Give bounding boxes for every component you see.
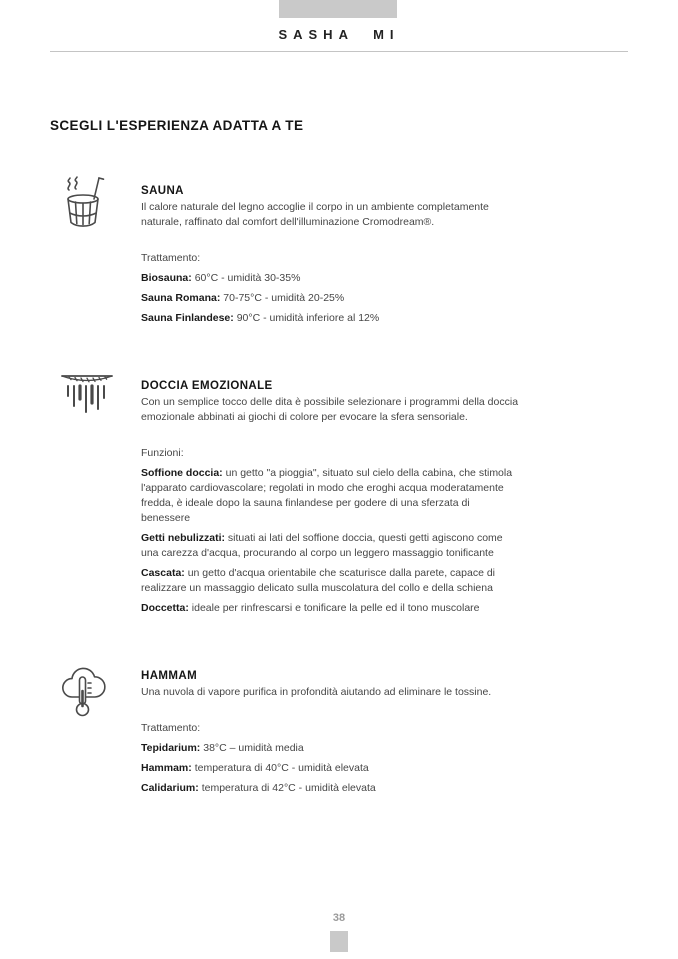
treatment-item xyxy=(141,741,519,756)
sauna-text xyxy=(141,185,519,326)
sauna-title: SAUNA xyxy=(141,185,184,197)
treatment-term: Sauna Romana: xyxy=(141,292,221,304)
sauna-list-label: Trattamento: xyxy=(141,252,201,264)
treatment-item xyxy=(141,311,519,326)
treatment-item xyxy=(141,291,519,306)
page-number: 38 xyxy=(332,912,346,924)
hammam-icon-column xyxy=(50,661,141,796)
treatment-desc: 70-75°C - umidità 20-25% xyxy=(223,292,345,304)
function-term: Getti nebulizzati: xyxy=(141,532,225,544)
sauna-icon-column xyxy=(50,176,141,326)
treatment-desc: temperatura di 42°C - umidità elevata xyxy=(201,782,376,794)
hammam-intro: Una nuvola di vapore purifica in profondità aiutando ad eliminare le tossine. xyxy=(141,686,492,698)
brand-title: SASHA MI xyxy=(278,27,400,42)
treatment-term: Sauna Finlandese: xyxy=(141,312,234,324)
doccia-icon-column xyxy=(50,371,141,616)
doccia-title: DOCCIA EMOZIONALE xyxy=(141,380,273,392)
function-item xyxy=(141,566,519,596)
page-title: SCEGLI L'ESPERIENZA ADATTA A TE xyxy=(50,118,304,133)
section-hammam xyxy=(50,670,628,796)
function-item xyxy=(141,466,519,526)
hammam-list-label: Trattamento: xyxy=(141,722,201,734)
treatment-desc: 90°C - umidità inferiore al 12% xyxy=(236,312,380,324)
bottom-tab-marker xyxy=(330,931,348,952)
sauna-intro: Il calore naturale del legno accoglie il corpo in un ambiente completamente naturale, raffinato dal comfort dell'illuminazione Cromodream®. xyxy=(141,201,489,228)
doccia-intro: Con un semplice tocco delle dita è possibile selezionare i programmi della doccia emozionale abbinati ai giochi di colore per evocare la sfera sensoriale. xyxy=(141,396,519,423)
treatment-term: Calidarium: xyxy=(141,782,199,794)
section-sauna xyxy=(50,185,628,326)
treatment-item xyxy=(141,271,519,286)
doccia-list-label: Funzioni: xyxy=(141,447,184,459)
treatment-item xyxy=(141,781,519,796)
treatment-term: Tepidarium: xyxy=(141,742,201,754)
treatment-desc: 38°C – umidità media xyxy=(203,742,304,754)
section-doccia-emozionale xyxy=(50,380,628,616)
header-divider xyxy=(50,51,628,52)
treatment-item xyxy=(141,761,519,776)
treatment-desc: temperatura di 40°C - umidità elevata xyxy=(194,762,369,774)
treatment-desc: 60°C - umidità 30-35% xyxy=(194,272,301,284)
hammam-text xyxy=(141,670,519,796)
function-desc: situati ai lati del soffione doccia, questi getti agiscono come una carezza d'acqua, procurando al corpo un leggero massaggio tonificante xyxy=(141,532,503,559)
doccia-text xyxy=(141,380,519,616)
page-content xyxy=(50,118,628,796)
function-item xyxy=(141,601,519,616)
function-item xyxy=(141,531,519,561)
emotional-shower-icon xyxy=(59,371,115,421)
function-term: Cascata: xyxy=(141,567,185,579)
treatment-term: Biosauna: xyxy=(141,272,192,284)
treatment-term: Hammam: xyxy=(141,762,192,774)
hammam-title: HAMMAM xyxy=(141,670,198,682)
sauna-bucket-icon xyxy=(59,176,109,232)
top-tab-marker xyxy=(279,0,397,18)
steam-cloud-thermometer-icon xyxy=(59,661,111,719)
function-desc: un getto d'acqua orientabile che scaturisce dalla parete, capace di realizzare un massaggio delicato sulla muscolatura del collo e della schiena xyxy=(141,567,495,594)
function-desc: ideale per rinfrescarsi e tonificare la pelle ed il tono muscolare xyxy=(191,602,480,614)
function-term: Doccetta: xyxy=(141,602,189,614)
function-term: Soffione doccia: xyxy=(141,467,223,479)
function-desc: un getto "a pioggia", situato sul cielo della cabina, che stimola l'apparato cardiovascolare; regolati in modo che eroghi acqua moderatamente fredda, è ideale dopo la sauna finlandese per godere di una sferzata di benessere xyxy=(141,467,513,524)
